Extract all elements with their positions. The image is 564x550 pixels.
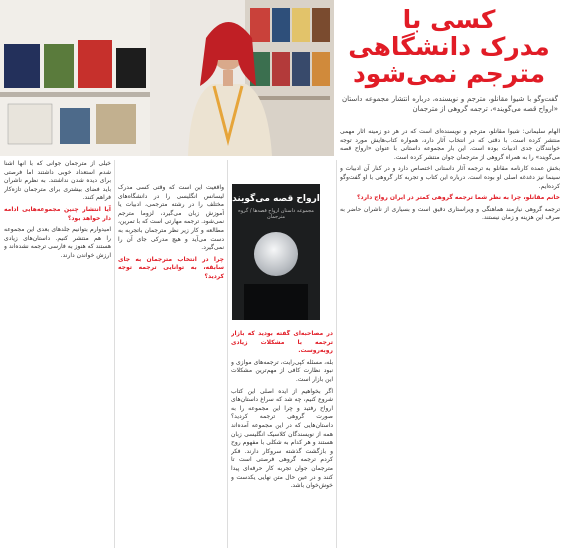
- column-2-text: [231, 388, 333, 491]
- text-line: فکر کردم ترجمه گروهی فرصتی است تا مترجمان جوان تجربه کار حرفه‌ای پیدا: [231, 447, 333, 472]
- book-cover: [232, 184, 320, 320]
- question: آیا انتشار چنین مجموعه‌هایی ادامه دار خواهد بود؟: [4, 205, 111, 222]
- question: در مصاحبه‌ای گفته بودید که بازار ترجمه با مشکلات زیادی روبه‌روست.: [231, 330, 333, 355]
- photo-illustration: [0, 0, 334, 156]
- book-subtitle: مجموعه داستان ارواح قصه‌ها / گروه مترجمان: [238, 208, 314, 220]
- text-line: داستان‌هایی که در این مجموعه آمده‌اند همه از نویسندگان کلاسیک انگلیسی: [231, 421, 333, 438]
- answer: امیدوارم بتوانیم جلدهای بعدی این مجموعه را هم منتشر کنیم. داستان‌های زیادی هستند که هنوز به فارسی ترجمه نشده‌اند و ارزش خواندن دارند.: [4, 226, 111, 259]
- text-line: دانشگاه‌های مختلف را در رشته مترجمی، ادبیات یا آموزش زبان: [118, 192, 224, 217]
- column-1: [340, 128, 560, 548]
- column-divider: [227, 160, 228, 548]
- moon-icon: [254, 232, 298, 276]
- text-line: گروهی با او گفت‌وگو کرده‌ایم.: [340, 173, 560, 190]
- headline: [338, 6, 560, 87]
- book-title: ارواح قصه می‌گویند: [232, 194, 320, 204]
- answer: ترجمه گروهی نیازمند هماهنگی و ویراستاری دقیق است و بسیاری از ناشران حاضر به صرف این هزینه و زمان نیستند.: [340, 205, 560, 222]
- column-divider: [114, 160, 115, 548]
- text-line: مطالعه و کار زیر نظر مترجمان باتجربه به دست می‌آید و: [118, 226, 224, 243]
- question: چرا در انتخاب مترجمان به جای سابقه، به توانایی ترجمه توجه کردید؟: [118, 255, 224, 280]
- text-line: واقعیت این است که وقتی کسی مدرک لیسانس انگلیسی را در: [118, 184, 224, 200]
- interview-photo: [0, 0, 334, 156]
- text-line: خیلی از مترجمان جوانی که با آنها آشنا شدم استعداد خوبی داشتند: [4, 160, 111, 176]
- headline-line-3: مترجم نمی‌شود: [352, 59, 546, 88]
- text-line: کنند و در عین حال متن نهایی یکدست و خوش‌خوان باشد.: [231, 473, 333, 490]
- column-3-text: [118, 184, 224, 253]
- text-line: بخش عمده کارنامه مقانلو به ترجمه آثار داستانی اختصاص دارد و در کنار آن: [363, 165, 560, 173]
- column-4-text: [4, 160, 111, 203]
- column-1-text: [340, 128, 560, 162]
- text-line: هیچ مدرکی جای آن را نمی‌گیرد.: [118, 235, 224, 252]
- column-3: [118, 184, 224, 548]
- text-line: می‌گیرد، لزوما مترجم نمی‌شود. ترجمه مهارتی است که با تمرین،: [118, 209, 224, 226]
- text-line: ارواح رفتید و چرا این مجموعه را به صورت گروهی ترجمه کردید؟: [231, 404, 333, 421]
- column-1-text: [340, 165, 560, 191]
- text-line: خوانندگان جدی ادبیات بوده است. این بار مجموعه داستانی با عنوان «ارواح قصه: [340, 145, 560, 153]
- answer: بله، مسئله کپی‌رایت، ترجمه‌های موازی و نبود نظارت کافی از مهم‌ترین مشکلات این بازار است.: [231, 358, 333, 383]
- column-2: [231, 330, 333, 548]
- lead-paragraph: گفت‌وگو با شیوا مقانلو، مترجم و نویسنده، درباره انتشار مجموعه داستان «ارواح قصه می‌گویند»، ترجمه گروهی از مترجمان: [342, 95, 558, 113]
- text-line: اگر بخواهیم از ایده اصلی این کتاب شروع کنیم، چه شد که سراغ داستان‌های: [231, 387, 333, 404]
- headline-line-1: کسی با: [402, 5, 496, 34]
- text-line: زبان هستند و هر کدام به شکلی با مفهوم روح و بازگشت گذشته سروکار دارند.: [231, 430, 333, 455]
- text-line: ادبیات و سینما نیز دغدغه اصلی او بوده است. درباره این کتاب و تجربه کار: [340, 165, 560, 181]
- column-divider: [336, 160, 337, 548]
- text-line: الهام سلیمانی: شیوا مقانلو، مترجم و نویسنده‌ای است که در هر دو زمینه آثار مهمی: [340, 128, 560, 135]
- column-4: [4, 160, 111, 548]
- headline-line-2: مدرک دانشگاهی: [348, 32, 550, 61]
- text-line: فضای بیشتری برای مترجمان تازه‌کار فراهم کنند.: [4, 185, 111, 202]
- house-silhouette-icon: [244, 284, 308, 320]
- text-line: منتشر کرده است. با دقتی که در انتخاب آثار دارد، همواره کتاب‌هایش مورد توجه: [340, 136, 560, 144]
- text-line: اما فرصتی برای دیده شدن نداشتند. به نظرم ناشران باید: [4, 168, 111, 193]
- text-line: می‌گویند» را به همراه گروهی از مترجمان جوان منتشر کرده است.: [393, 153, 560, 161]
- question: خانم مقانلو، چرا به نظر شما ترجمه گروهی کمتر در ایران رواج دارد؟: [357, 194, 560, 202]
